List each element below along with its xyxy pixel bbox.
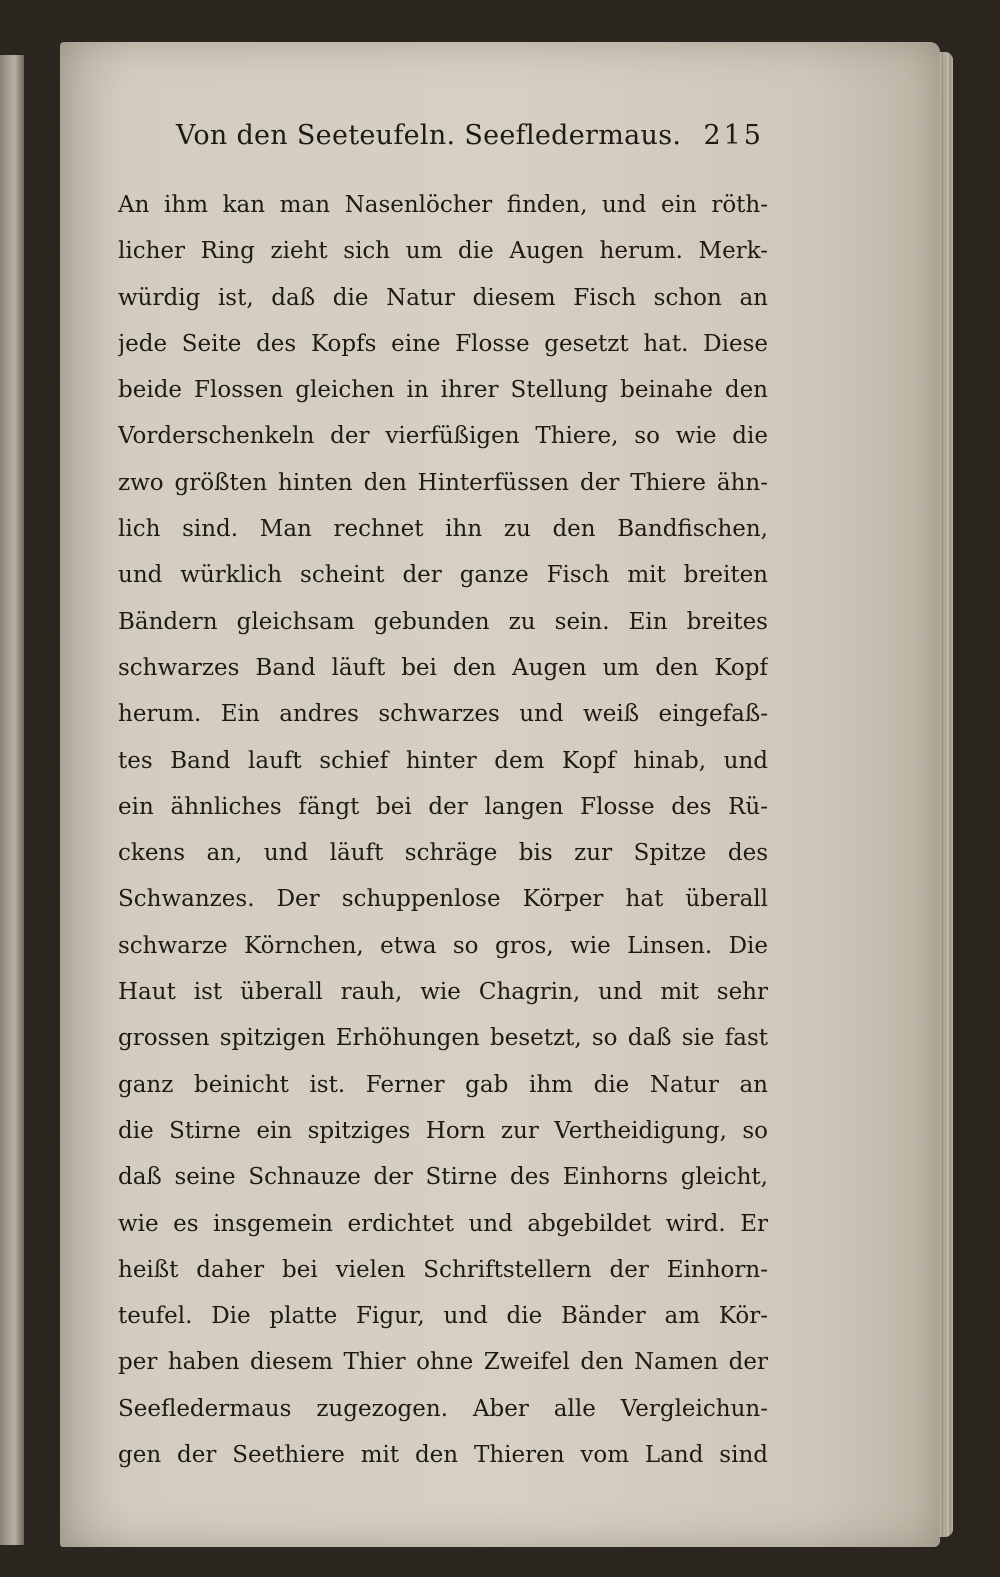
text-line: An ihm kan man Nasenlöcher finden, und ein röth- bbox=[118, 192, 768, 218]
text-line: zwo größten hinten den Hinterfüssen der Thiere ähn- bbox=[118, 469, 768, 496]
text-line: ein ähnliches fängt bei der langen Flosse des Rü- bbox=[118, 793, 768, 820]
text-line: ckens an, und läuft schräge bis zur Spitze des bbox=[118, 840, 768, 867]
facing-page-edge bbox=[0, 55, 24, 1545]
text-line: tes Band lauft schief hinter dem Kopf hinab, und bbox=[118, 747, 768, 774]
running-head-title: Von den Seeteufeln. Seefledermaus. bbox=[176, 120, 682, 151]
text-line: Haut ist überall rauh, wie Chagrin, und mit sehr bbox=[118, 979, 768, 1006]
text-line: Schwanzes. Der schuppenlose Körper hat überall bbox=[118, 886, 768, 913]
text-line: gen der Seethiere mit den Thieren vom Land sind bbox=[118, 1442, 768, 1469]
text-line: Bändern gleichsam gebunden zu sein. Ein breites bbox=[118, 608, 768, 635]
text-line: ganz beinicht ist. Ferner gab ihm die Natur an bbox=[118, 1071, 768, 1098]
text-line: daß seine Schnauze der Stirne des Einhorns gleicht, bbox=[118, 1164, 768, 1191]
text-line: schwarzes Band läuft bei den Augen um den Kopf bbox=[118, 654, 768, 681]
text-line: jede Seite des Kopfs eine Flosse gesetzt hat. Diese bbox=[118, 330, 768, 357]
text-line: würdig ist, daß die Natur diesem Fisch schon an bbox=[118, 284, 768, 311]
text-line: teufel. Die platte Figur, und die Bänder am Kör- bbox=[118, 1303, 768, 1330]
text-line: schwarze Körnchen, etwa so gros, wie Linsen. Die bbox=[118, 932, 768, 959]
page-number: 215 bbox=[703, 120, 764, 151]
text-line: heißt daher bei vielen Schriftstellern der Einhorn- bbox=[118, 1256, 768, 1283]
text-line: Seefledermaus zugezogen. Aber alle Vergleichun- bbox=[118, 1395, 768, 1422]
text-line: grossen spitzigen Erhöhungen besetzt, so daß sie fast bbox=[118, 1025, 768, 1052]
text-line: beide Flossen gleichen in ihrer Stellung beinahe den bbox=[118, 377, 768, 404]
text-line: per haben diesem Thier ohne Zweifel den Namen der bbox=[118, 1349, 768, 1376]
text-line: Vorderschenkeln der vierfüßigen Thiere, so wie die bbox=[118, 423, 768, 450]
text-line: die Stirne ein spitziges Horn zur Vertheidigung, so bbox=[118, 1117, 768, 1144]
body-text bbox=[118, 182, 768, 1478]
page-text-block bbox=[118, 120, 768, 1478]
text-line: und würklich scheint der ganze Fisch mit breiten bbox=[118, 562, 768, 589]
text-line: licher Ring zieht sich um die Augen herum. Merk- bbox=[118, 238, 768, 265]
running-head bbox=[118, 120, 768, 174]
text-line: wie es insgemein erdichtet und abgebildet wird. Er bbox=[118, 1210, 768, 1237]
text-line: herum. Ein andres schwarzes und weiß eingefaß- bbox=[118, 701, 768, 728]
text-line: lich sind. Man rechnet ihn zu den Bandfischen, bbox=[118, 516, 768, 543]
